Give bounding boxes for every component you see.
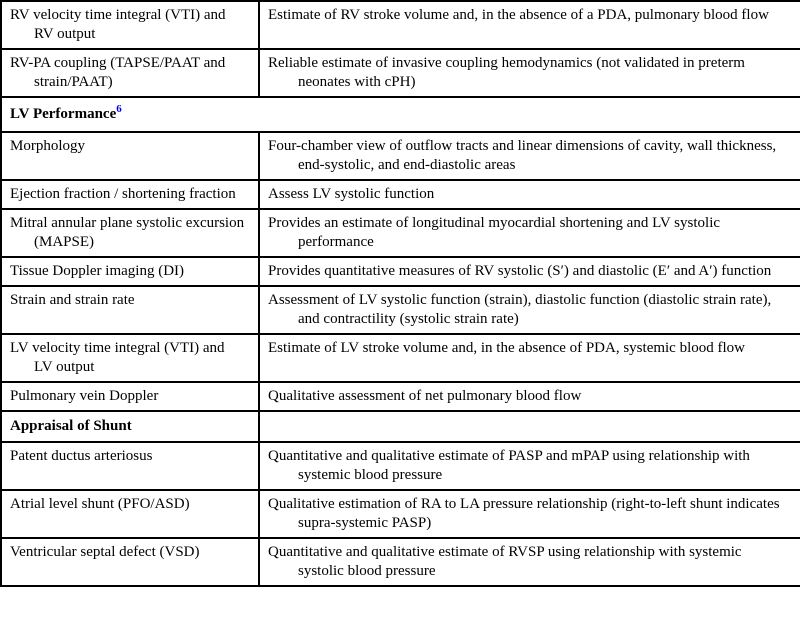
table-row — [1, 49, 800, 97]
description-cell: Assess LV systolic function — [259, 180, 800, 209]
table-row — [1, 1, 800, 49]
description-cell: Qualitative assessment of net pulmonary blood flow — [259, 382, 800, 411]
description-cell: Assessment of LV systolic function (strain), diastolic function (diastolic strain rate), and contractility (systolic strain rate) — [259, 286, 800, 334]
description-cell: Provides an estimate of longitudinal myocardial shortening and LV systolic performance — [259, 209, 800, 257]
table-row — [1, 209, 800, 257]
measure-cell: Morphology — [1, 132, 259, 180]
measure-cell: Strain and strain rate — [1, 286, 259, 334]
measure-cell: Mitral annular plane systolic excursion (MAPSE) — [1, 209, 259, 257]
measure-cell: Atrial level shunt (PFO/ASD) — [1, 490, 259, 538]
description-cell: Qualitative estimation of RA to LA pressure relationship (right-to-left shunt indicates supra-systemic PASP) — [259, 490, 800, 538]
measure-cell: Patent ductus arteriosus — [1, 442, 259, 490]
table-row — [1, 132, 800, 180]
table-row — [1, 180, 800, 209]
table-row — [1, 382, 800, 411]
measure-cell: Ventricular septal defect (VSD) — [1, 538, 259, 586]
empty-cell — [259, 411, 800, 442]
measure-cell: RV velocity time integral (VTI) and RV output — [1, 1, 259, 49]
table-row — [1, 538, 800, 586]
table-row — [1, 257, 800, 286]
measure-cell: Pulmonary vein Doppler — [1, 382, 259, 411]
table-row — [1, 442, 800, 490]
reference-superscript: 6 — [116, 103, 122, 115]
description-cell: Quantitative and qualitative estimate of PASP and mPAP using relationship with systemic blood pressure — [259, 442, 800, 490]
description-cell: Four-chamber view of outflow tracts and linear dimensions of cavity, wall thickness, end-systolic, and end-diastolic areas — [259, 132, 800, 180]
table-row — [1, 490, 800, 538]
description-cell: Estimate of LV stroke volume and, in the absence of PDA, systemic blood flow — [259, 334, 800, 382]
table-row — [1, 286, 800, 334]
description-cell: Estimate of RV stroke volume and, in the absence of a PDA, pulmonary blood flow — [259, 1, 800, 49]
section-title: LV Performance — [10, 106, 117, 122]
measure-cell: Ejection fraction / shortening fraction — [1, 180, 259, 209]
description-cell: Quantitative and qualitative estimate of RVSP using relationship with systemic systolic blood pressure — [259, 538, 800, 586]
measure-cell: Tissue Doppler imaging (DI) — [1, 257, 259, 286]
section-header-row — [1, 97, 800, 132]
description-cell: Reliable estimate of invasive coupling hemodynamics (not validated in preterm neonates with cPH) — [259, 49, 800, 97]
measure-cell: RV-PA coupling (TAPSE/PAAT and strain/PAAT) — [1, 49, 259, 97]
section-header-row — [1, 411, 800, 442]
section-header-cell: Appraisal of Shunt — [1, 411, 259, 442]
section-header-cell — [1, 97, 800, 132]
table-row — [1, 334, 800, 382]
measure-cell: LV velocity time integral (VTI) and LV output — [1, 334, 259, 382]
description-cell: Provides quantitative measures of RV systolic (S′) and diastolic (E′ and A′) function — [259, 257, 800, 286]
